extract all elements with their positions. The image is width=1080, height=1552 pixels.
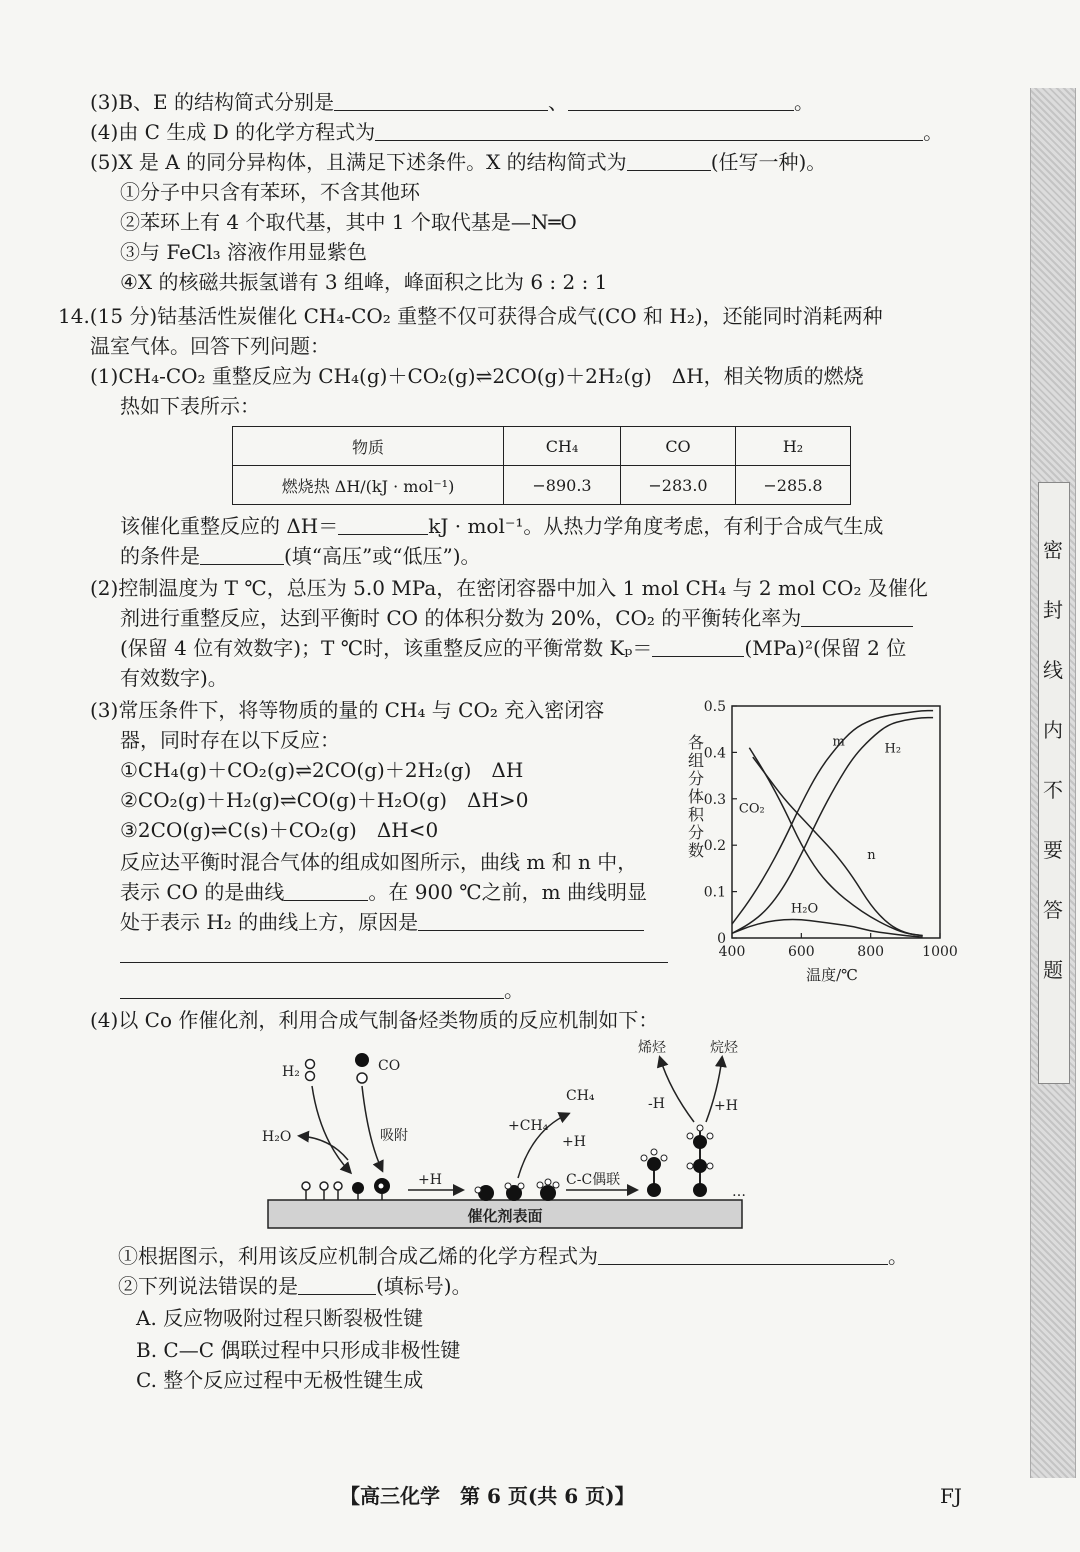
q14-sub-2: ②下列说法错误的是 (填标号)。 xyxy=(118,1274,472,1298)
table-cell: −285.8 xyxy=(736,466,851,505)
plus-h-label-3: +H xyxy=(714,1098,738,1114)
co-label: CO xyxy=(378,1058,401,1074)
ch4-label: CH₄ xyxy=(566,1088,595,1104)
table-header-cell: CH₄ xyxy=(504,427,621,466)
answer-blank[interactable] xyxy=(120,942,668,963)
y-tick-label: 0.4 xyxy=(703,745,726,762)
adsorbed-h-icon xyxy=(302,1182,342,1200)
adsorbed-c-icon xyxy=(352,1178,390,1200)
adsorb-label: 吸附 xyxy=(380,1128,408,1144)
x-tick-label: 400 xyxy=(718,944,746,960)
answer-blank[interactable] xyxy=(568,90,794,111)
answer-blank[interactable] xyxy=(418,910,644,931)
reaction-2: ②CO₂(g)＋H₂(g)⇌CO(g)＋H₂O(g) ΔH>0 xyxy=(120,788,529,812)
series-label-2: CO₂ xyxy=(738,801,765,817)
q14-heading-1: 14.(15 分)钴基活性炭催化 CH₄-CO₂ 重整不仅可获得合成气(CO 和 H₂)，还能同时消耗两种 xyxy=(58,304,883,328)
q14-part2-b: 剂进行重整反应，达到平衡时 CO 的体积分数为 20%，CO₂ 的平衡转化率为 xyxy=(120,604,913,632)
footer-code: FJ xyxy=(940,1484,962,1508)
alkane-label: 烷烃 xyxy=(710,1040,738,1056)
table-header-cell: CO xyxy=(621,427,736,466)
h2o-label: H₂O xyxy=(262,1129,292,1145)
table-cell: 燃烧热 ΔH/(kJ · mol⁻¹) xyxy=(233,466,504,505)
answer-blank[interactable] xyxy=(200,544,284,565)
answer-blank[interactable] xyxy=(298,1274,376,1295)
answer-blank[interactable] xyxy=(627,150,711,171)
x-tick-label: 600 xyxy=(787,944,815,960)
plus-h-label: +H xyxy=(418,1172,442,1188)
more-ellipsis: … xyxy=(732,1184,746,1200)
q14-part3-a: (3)常压条件下，将等物质的量的 CH₄ 与 CO₂ 充入密闭容 xyxy=(90,698,605,722)
q14-part1-a: (1)CH₄-CO₂ 重整反应为 CH₄(g)＋CO₂(g)⇌2CO(g)＋2H₂(g) ΔH，相关物质的燃烧 xyxy=(90,364,864,388)
carbon-chain-icon xyxy=(641,1125,713,1197)
chart-plot-area xyxy=(704,699,958,960)
q14-part2-a: (2)控制温度为 T ℃，总压为 5.0 MPa，在密闭容器中加入 1 mol CH₄ 与 2 mol CO₂ 及催化 xyxy=(90,576,928,600)
table-header-cell: 物质 xyxy=(233,427,504,466)
table-cell: −890.3 xyxy=(504,466,621,505)
q14-part3-e: 处于表示 H₂ 的曲线上方，原因是 xyxy=(120,908,644,936)
y-tick-label: 0.2 xyxy=(703,838,726,855)
answer-blank[interactable] xyxy=(120,978,504,999)
answer-blank[interactable] xyxy=(338,514,428,535)
q14-part1-d: 的条件是 (填“高压”或“低压”)。 xyxy=(120,544,481,568)
q14-part2-c: (保留 4 位有效数字)；T ℃时，该重整反应的平衡常数 Kₚ＝ (MPa)²(保留 2 位 xyxy=(120,636,907,660)
h2-label: H₂ xyxy=(282,1064,300,1080)
chx-species-icon xyxy=(475,1179,559,1201)
q13-part4: (4)由 C 生成 D 的化学方程式为 。 xyxy=(90,120,944,144)
chart-x-label: 温度/℃ xyxy=(806,966,858,984)
q13-cond-4: ④X 的核磁共振氢谱有 3 组峰，峰面积之比为 6 : 2 : 1 xyxy=(120,270,608,294)
answer-blank[interactable] xyxy=(801,606,913,627)
reaction-3: ③2CO(g)⇌C(s)＋CO₂(g) ΔH<0 xyxy=(120,818,439,842)
option-b: B. C—C 偶联过程中只形成非极性键 xyxy=(136,1338,461,1362)
series-label-0: m xyxy=(832,734,845,750)
q13-part3: (3)B、E 的结构简式分别是 、 。 xyxy=(90,90,814,114)
answer-blank[interactable] xyxy=(334,90,548,111)
table-row xyxy=(233,427,851,466)
reaction-1: ①CH₄(g)＋CO₂(g)⇌2CO(g)＋2H₂(g) ΔH xyxy=(120,758,524,782)
table-cell: −283.0 xyxy=(621,466,736,505)
composition-chart xyxy=(668,688,968,988)
answer-blank[interactable] xyxy=(375,120,923,141)
y-tick-label: 0.1 xyxy=(703,884,726,901)
q14-part1-b: 热如下表所示： xyxy=(120,394,260,418)
answer-line xyxy=(120,940,668,968)
q13-cond-3: ③与 FeCl₃ 溶液作用显紫色 xyxy=(120,240,368,264)
q13-cond-2: ②苯环上有 4 个取代基，其中 1 个取代基是—N═O xyxy=(120,210,577,234)
plus-ch4-label: +CH₄ xyxy=(508,1118,549,1134)
q14-part3-b: 器，同时存在以下反应： xyxy=(120,728,340,752)
y-tick-label: 0.3 xyxy=(703,791,726,808)
series-line-1 xyxy=(732,718,933,934)
q14-part3-c: 反应达平衡时混合气体的组成如图所示，曲线 m 和 n 中， xyxy=(120,850,638,874)
y-tick-label: 0.5 xyxy=(703,699,726,715)
answer-line: 。 xyxy=(120,976,524,1004)
co-molecule-icon xyxy=(355,1053,369,1083)
table-row xyxy=(233,466,851,505)
series-label-3: n xyxy=(867,848,876,864)
answer-blank[interactable] xyxy=(284,880,368,901)
q14-part2-d: 有效数字)。 xyxy=(120,666,228,690)
q14-part1-c: 该催化重整反应的 ΔH＝ kJ · mol⁻¹。从热力学角度考虑，有利于合成气生成 xyxy=(120,514,884,538)
plus-h-label-2: +H xyxy=(562,1134,586,1150)
mechanism-diagram xyxy=(250,1030,760,1236)
q14-sub-1: ①根据图示，利用该反应机制合成乙烯的化学方程式为 。 xyxy=(118,1244,908,1268)
series-label-4: H₂O xyxy=(790,901,819,917)
q14-part4: (4)以 Co 作催化剂，利用合成气制备烃类物质的反应机制如下： xyxy=(90,1008,659,1032)
alkene-label: 烯烃 xyxy=(638,1040,666,1056)
series-line-2 xyxy=(749,748,922,936)
q13-part5: (5)X 是 A 的同分异构体，且满足下述条件。X 的结构简式为 (任写一种)。 xyxy=(90,150,827,174)
chart-y-label: 各组分体积分数 xyxy=(688,733,705,860)
cc-coupling-label: C-C偶联 xyxy=(566,1172,621,1188)
option-c: C. 整个反应过程中无极性键生成 xyxy=(136,1368,424,1392)
y-tick-label: 0 xyxy=(717,931,726,947)
x-tick-label: 800 xyxy=(857,944,885,960)
option-a: A. 反应物吸附过程只断裂极性键 xyxy=(136,1306,424,1330)
minus-h-label: -H xyxy=(648,1096,665,1112)
answer-blank[interactable] xyxy=(652,636,744,657)
q14-heading-2: 温室气体。回答下列问题： xyxy=(90,334,330,358)
series-label-1: H₂ xyxy=(884,741,902,757)
q14-part3-d: 表示 CO 的是曲线 。在 900 ℃之前，m 曲线明显 xyxy=(120,880,648,904)
x-tick-label: 1000 xyxy=(922,944,958,960)
answer-blank[interactable] xyxy=(598,1244,888,1265)
combustion-heat-table xyxy=(232,426,851,505)
binding-notice: 密 封 线 内 不 要 答 题 xyxy=(1043,538,1063,982)
page-footer: 【高三化学 第 6 页(共 6 页)】 xyxy=(340,1484,635,1508)
surface-label: 催化剂表面 xyxy=(467,1207,543,1225)
h2-molecule-icon xyxy=(306,1060,315,1081)
table-header-cell: H₂ xyxy=(736,427,851,466)
q13-cond-1: ①分子中只含有苯环，不含其他环 xyxy=(120,180,420,204)
